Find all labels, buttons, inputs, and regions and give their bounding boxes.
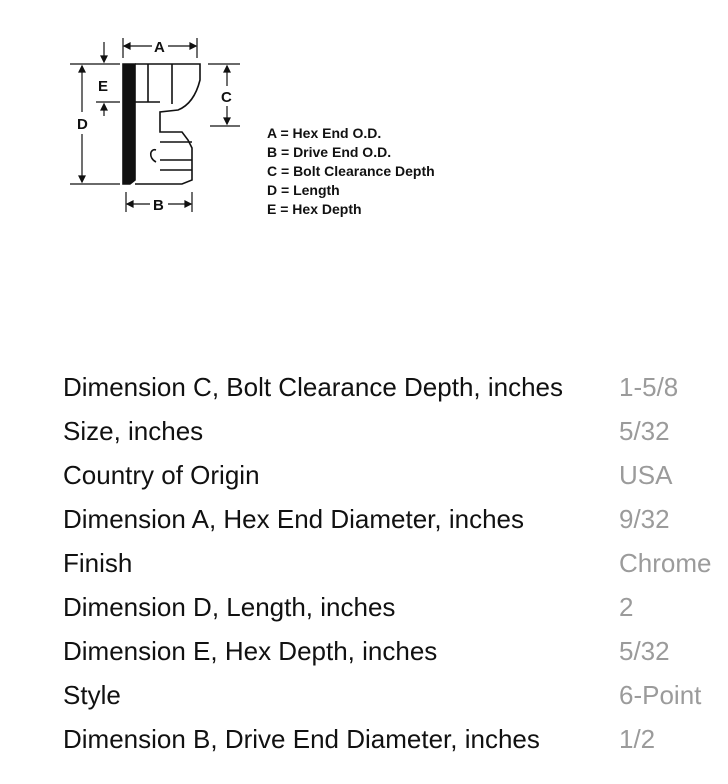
spec-label: Dimension A, Hex End Diameter, inches: [63, 504, 524, 534]
legend-item-b: B = Drive End O.D.: [267, 144, 392, 160]
spec-row-length: [63, 586, 723, 630]
legend-item-e: E = Hex Depth: [267, 201, 362, 217]
spec-value: 5/32: [619, 416, 670, 446]
spec-row-drive-end-diameter: [63, 718, 723, 762]
dimension-legend: [267, 124, 435, 219]
spec-label: Finish: [63, 548, 133, 578]
spec-row-bolt-clearance-depth: [63, 366, 723, 410]
legend-item-d: D = Length: [267, 182, 340, 198]
spec-value: USA: [619, 460, 673, 490]
spec-value: 2: [619, 592, 634, 622]
spec-value: 9/32: [619, 504, 670, 534]
spec-label: Dimension E, Hex Depth, inches: [63, 636, 438, 666]
spec-value: Chrome: [619, 548, 712, 578]
specifications-table: [63, 366, 723, 762]
label-e: E: [98, 78, 109, 95]
label-b: B: [153, 197, 164, 214]
spec-value: 1-5/8: [619, 372, 679, 402]
spec-label: Dimension D, Length, inches: [63, 592, 396, 622]
spec-label: Country of Origin: [63, 460, 260, 490]
label-a: A: [154, 39, 165, 56]
spec-label: Dimension B, Drive End Diameter, inches: [63, 724, 540, 754]
spec-row-hex-depth: [63, 630, 723, 674]
spec-row-finish: [63, 542, 723, 586]
label-d: D: [77, 116, 88, 133]
socket-body: [123, 64, 200, 184]
legend-item-c: C = Bolt Clearance Depth: [267, 163, 435, 179]
spec-label: Dimension C, Bolt Clearance Depth, inches: [63, 372, 564, 402]
spec-value: 6-Point: [619, 680, 702, 710]
spec-label: Style: [63, 680, 121, 710]
label-c: C: [221, 89, 232, 106]
spec-value: 1/2: [619, 724, 656, 754]
spec-value: 5/32: [619, 636, 670, 666]
legend-item-a: A = Hex End O.D.: [267, 125, 382, 141]
spec-row-style: [63, 674, 723, 718]
spec-row-country-of-origin: [63, 454, 723, 498]
spec-row-hex-end-diameter: [63, 498, 723, 542]
spec-row-size: [63, 410, 723, 454]
spec-label: Size, inches: [63, 416, 204, 446]
